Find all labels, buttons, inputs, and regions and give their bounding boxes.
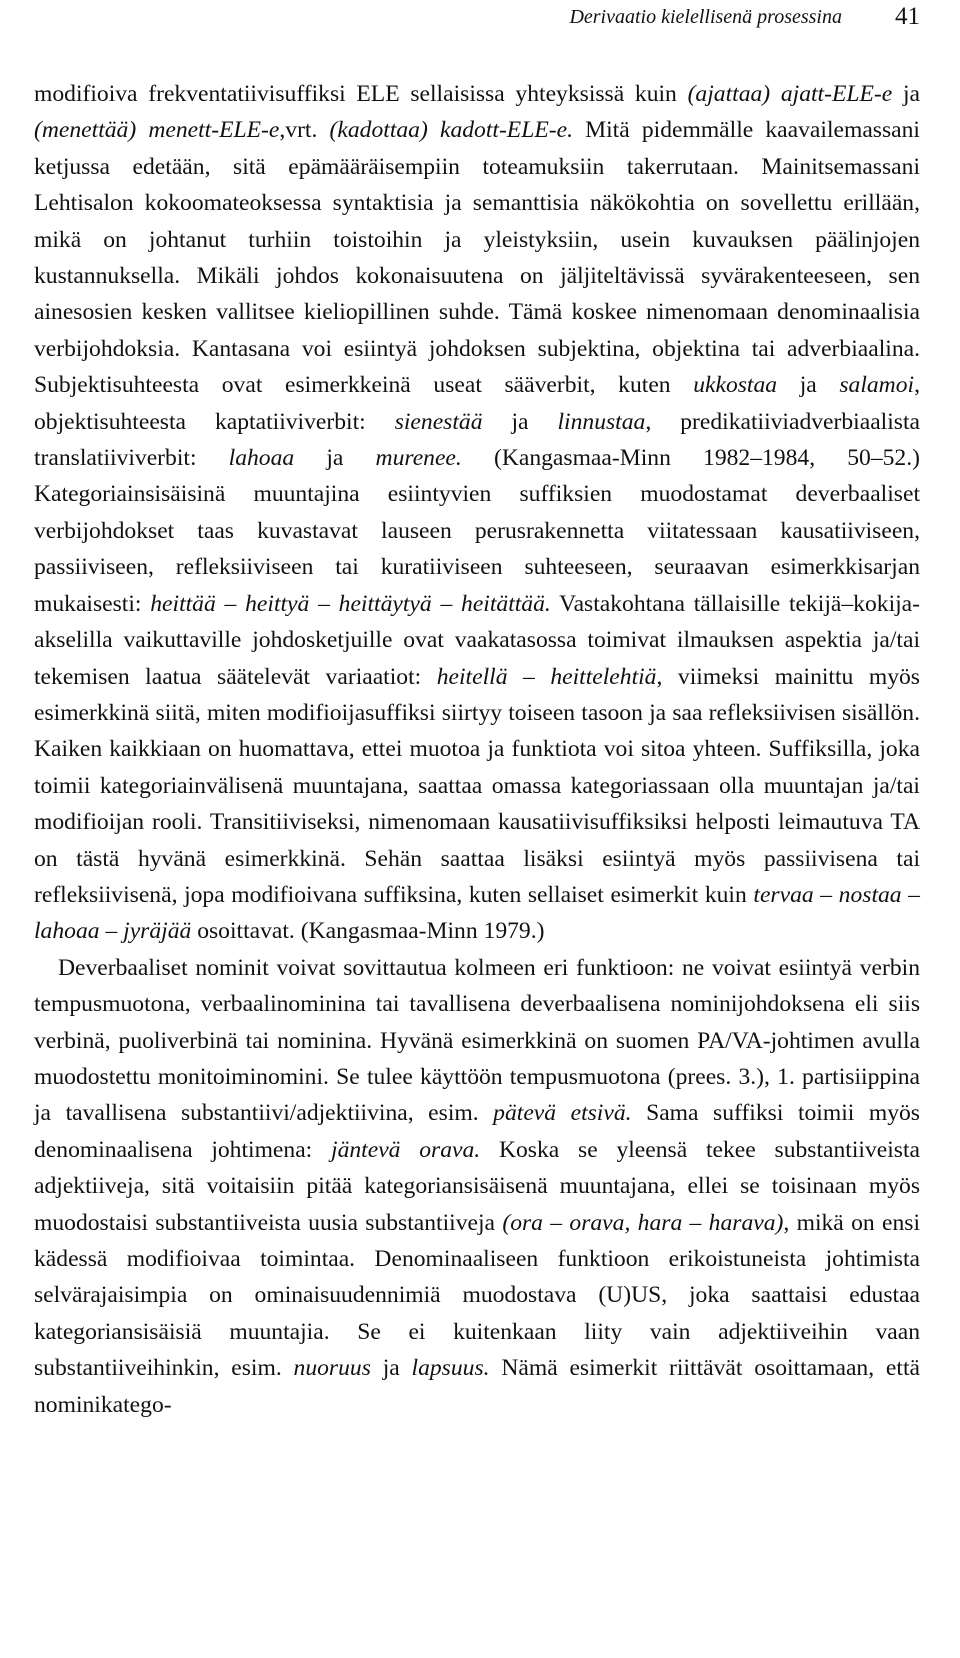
italic-text-span: (ora – orava, hara – harava) [502,1209,784,1236]
text-span: Mitä pidemmälle kaavailemassani ketjussa edetään, sitä epämääräisempiin toteamuksiin takerrutaan. Mainitsemassani Lehtisalon kokoomateoksessa syntaktisia ja semanttisia näkökohtia on sovellettu erillään, mikä on johtanut turhiin toistoihin ja yleistyksiin, usein kuvauksen päälinjojen kustannuksella. Mikäli johdos kokonaisuutena on jäljiteltävissä syvärakenteeseen, sen ainesosien kesken vallitsee kieliopillinen suhde. Tämä koskee nimenomaan denominaalisia verbijohdoksia. Kantasana voi esiintyä johdoksen subjektina, objektina tai adverbiaalina. Subjektisuhteesta ovat esimerkkeinä useat sääverbit, kuten [34,117,920,399]
italic-text-span: lapsuus. [411,1355,490,1382]
italic-text-span: salamoi [839,372,915,399]
text-span: , mikä on ensi kädessä modifioivaa toimintaa. Denominaaliseen funktioon erikoistuneista johtimista selvärajaisimpia on ominaisuudennimiä muodostava (U)US, joka saattaisi edustaa kategoriansisäisiä muuntajia. Se ei kuitenkaan liity vain adjektiiveihin vaan substantiiveihinkin, esim. [34,1209,920,1382]
italic-text-span: heitellä – heittelehtiä [436,663,657,690]
text-span: Nämä esimerkit riittävät osoittamaan, että nominikatego- [34,1355,920,1418]
text-span: ja [294,445,376,472]
italic-text-span: jäntevä orava. [331,1136,481,1163]
text-span: , objektisuhteesta kaptatiiviverbit: [34,372,920,435]
text-span: ,vrt. [279,117,330,144]
running-title: Derivaatio kielellisenä prosessina [569,6,842,28]
italic-text-span: pätevä etsivä. [493,1100,632,1127]
italic-text-span: (menettää) menett-ELE-e [34,117,280,144]
italic-text-span: sienestää [394,408,483,435]
body-text [34,76,920,1423]
text-span: ja [370,1355,412,1382]
text-span: (Kangasmaa-Minn 1982–1984, 50–52.) Kategoriainsisäisinä muuntajina esiintyvien suffiksien muodostamat deverbaaliset verbijohdokset taas kuvastavat lauseen perusrakennetta viitatessaan kausatiiviseen, passiiviseen, refleksiiviseen tai kuratiiviseen suhteeseen, seuraavan esimerkkisarjan mukaisesti: [34,445,920,617]
text-span: Sama suffiksi toimii myös denominaalisena johtimena: [34,1100,920,1163]
italic-text-span: (ajattaa) ajatt-ELE-e [687,81,893,107]
paragraph-2 [34,950,920,1423]
text-span: osoittavat. (Kangasmaa-Minn 1979.) [191,918,545,945]
text-span: Deverbaaliset nominit voivat sovittautua kolmeen eri funktioon: ne voivat esiintyä verbin tempusmuotona, verbaalinominina tai tavallisena deverbaalisena nominijohdoksena eli siis verbinä, puoliverbinä tai nominina. Hyvänä esimerkkinä on suomen PA/VA-johtimen avulla muodostettu monitoiminomini. Se tulee käyttöön tempusmuotona (prees. 3.), 1. partisiippina ja tavallisena substantiivi/adjektiivina, esim. [34,954,920,1127]
italic-text-span: heittää – heittyä – heittäytyä – heitättää. [150,590,551,617]
book-page [34,0,920,1658]
running-header [34,2,920,38]
text-span: modifioiva frekventatiivisuffiksi ELE sellaisissa yhteyksissä kuin [34,81,688,107]
italic-text-span: linnustaa [557,408,646,435]
text-span: ja [482,408,558,435]
italic-text-span: tervaa – nostaa – lahoaa – jyräjää [34,881,920,945]
italic-text-span: ukkostaa [693,372,778,399]
italic-text-span: murenee. [375,445,462,472]
text-span: , viimeksi mainittu myös esimerkkinä siitä, miten modifioijasuffiksi siirtyy toiseen tasoon ja saa refleksiivisen sisällön. Kaiken kaikkiaan on huomattava, ettei muotoa ja funktiota voi sitoa yhteen. Suffiksilla, joka toimii kategoriainvälisenä muuntajana, saattaa omassa kategoriassaan olla muuntajan ja/tai modifioijan rooli. Transitiiviseksi, nimenomaan kausatiivisuffiksiksi helposti leimautuva TA on tästä hyvänä esimerkkinä. Sehän saattaa lisäksi esiintyä myös passiivisena tai refleksiivisenä, jopa modifioivana suffiksina, kuten sellaiset esimerkit kuin [34,663,920,908]
paragraph-1 [34,76,920,950]
text-span: Vastakohtana tällaisille tekijä–kokija-akselilla vaikuttaville johdosketjuille ovat vaakatasossa toimivat ilmauksen aspektia ja/tai tekemisen laatua säätelevät variaatiot: [34,590,921,690]
text-span: ja [892,81,920,107]
text-span: Koska se yleensä tekee substantiiveista adjektiiveja, sitä voitaisiin pitää kategoriansisäisenä muuntajana, ellei se toisinaan myös muodostaisi substantiiveista uusia substantiiveja [34,1136,920,1236]
text-span: , predikatiiviadverbiaalista translatiiviverbit: [34,408,920,472]
italic-text-span: nuoruus [293,1355,371,1382]
italic-text-span: lahoaa [228,445,295,472]
text-span: ja [777,372,840,399]
italic-text-span: (kadottaa) kadott-ELE-e. [329,117,573,144]
page-number: 41 [895,3,920,30]
